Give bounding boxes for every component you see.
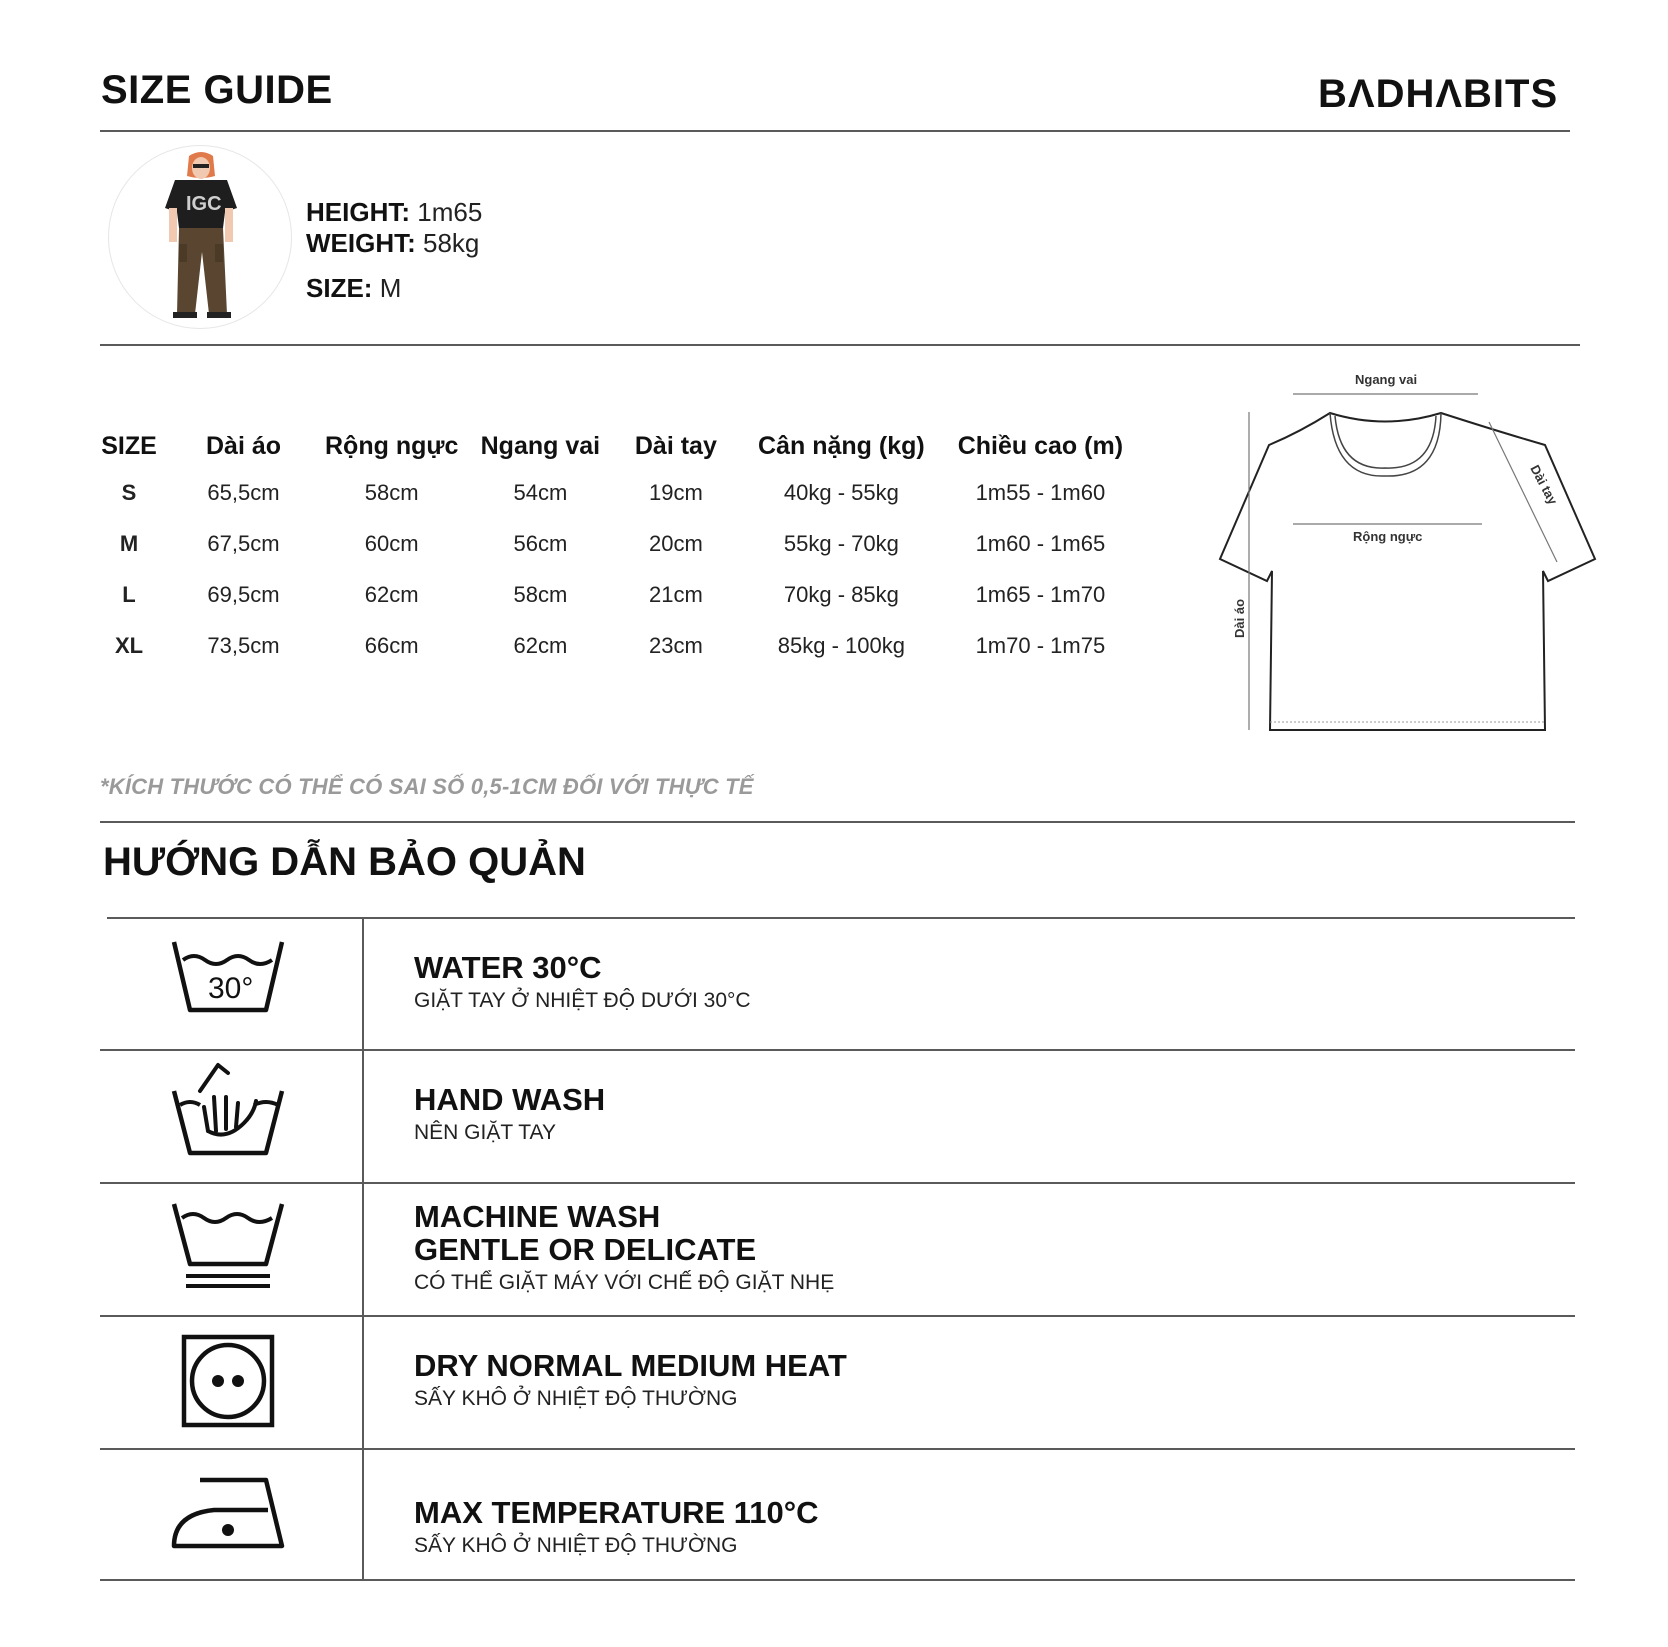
height-label: HEIGHT: <box>306 197 410 227</box>
care-item-text <box>414 1083 605 1146</box>
weight-value: 58kg <box>423 228 480 258</box>
care-item-heading: MAX TEMPERATURE 110°C <box>414 1495 819 1530</box>
cell-dai-tay: 20cm <box>648 530 703 556</box>
care-item-subtitle: NÊN GIẶT TAY <box>414 1121 556 1144</box>
table-row <box>96 620 1127 671</box>
cell-ngang-vai: 54cm <box>513 479 568 505</box>
care-item-dry-medium <box>100 1315 1575 1447</box>
care-item-subtitle: SẤY KHÔ Ở NHIỆT ĐỘ THƯỜNG <box>414 1534 738 1557</box>
care-item-subtitle: SẤY KHÔ Ở NHIỆT ĐỘ THƯỜNG <box>414 1387 738 1410</box>
svg-text:IGC: IGC <box>186 193 222 215</box>
care-item-text <box>414 1200 834 1296</box>
hand-wash-icon <box>170 1061 290 1161</box>
header-rong-nguc: Rộng ngực <box>325 431 459 460</box>
wash-30-label: 30° <box>208 972 254 1005</box>
care-item-text <box>414 1349 847 1412</box>
cell-dai-tay: 23cm <box>648 632 703 658</box>
diagram-label-dai-ao: Dài áo <box>1232 598 1247 638</box>
size-table <box>96 425 1127 671</box>
model-height <box>306 197 482 228</box>
cell-dai-ao: 65,5cm <box>207 479 280 505</box>
cell-size: S <box>121 479 137 505</box>
size-table-header <box>96 425 1127 467</box>
cell-size: M <box>119 530 139 556</box>
cell-can-nang: 85kg - 100kg <box>777 632 905 658</box>
header-chieu-cao: Chiều cao (m) <box>957 431 1124 460</box>
header-dai-ao: Dài áo <box>205 431 282 460</box>
cell-can-nang: 40kg - 55kg <box>783 479 899 505</box>
cell-ngang-vai: 62cm <box>513 632 568 658</box>
table-row <box>96 518 1127 569</box>
cell-chieu-cao: 1m70 - 1m75 <box>975 632 1106 658</box>
cell-rong-nguc: 58cm <box>364 479 419 505</box>
cell-dai-tay: 19cm <box>648 479 703 505</box>
cell-ngang-vai: 56cm <box>513 530 568 556</box>
care-bottom-divider <box>100 1579 1575 1581</box>
tshirt-outline <box>1220 413 1595 730</box>
care-item-text <box>414 1496 819 1559</box>
tshirt-measurement-diagram <box>1200 360 1600 760</box>
iron-low-icon <box>170 1470 290 1570</box>
wash-30-icon <box>170 932 290 1032</box>
table-row <box>96 569 1127 620</box>
brand-logo: BΛDHΛBITS <box>1318 72 1559 116</box>
table-row <box>96 467 1127 518</box>
note-divider <box>100 821 1575 823</box>
cell-size: XL <box>114 632 144 658</box>
cell-dai-ao: 67,5cm <box>207 530 280 556</box>
cell-can-nang: 70kg - 85kg <box>783 581 899 607</box>
size-value: M <box>379 273 402 303</box>
diagram-label-rong-nguc: Rộng ngực <box>1353 529 1423 544</box>
care-item-heading: WATER 30°C <box>414 950 602 985</box>
care-item-water-30 <box>100 917 1575 1049</box>
cell-rong-nguc: 66cm <box>364 632 419 658</box>
care-item-hand-wash <box>100 1049 1575 1181</box>
tumble-dry-medium-icon <box>170 1333 290 1433</box>
size-label: SIZE: <box>306 273 373 303</box>
cell-rong-nguc: 62cm <box>364 581 419 607</box>
header-size: SIZE <box>101 431 157 460</box>
cell-rong-nguc: 60cm <box>364 530 419 556</box>
header-dai-tay: Dài tay <box>634 431 717 460</box>
care-item-subtitle: GIẶT TAY Ở NHIỆT ĐỘ DƯỚI 30°C <box>414 989 751 1012</box>
header-can-nang: Cân nặng (kg) <box>758 431 925 460</box>
diagram-label-dai-tay: Dài tay <box>1527 462 1561 508</box>
model-figure-image <box>109 146 292 329</box>
care-item-machine-wash <box>100 1182 1575 1314</box>
care-item-heading: DRY NORMAL MEDIUM HEAT <box>414 1348 847 1383</box>
page-title: SIZE GUIDE <box>101 68 333 112</box>
care-item-max-temp <box>100 1448 1575 1580</box>
care-item-heading: MACHINE WASH <box>414 1199 661 1234</box>
cell-dai-tay: 21cm <box>648 581 703 607</box>
cell-ngang-vai: 58cm <box>513 581 568 607</box>
care-item-heading: HAND WASH <box>414 1082 606 1117</box>
weight-label: WEIGHT: <box>306 228 416 258</box>
model-weight <box>306 228 479 259</box>
cell-dai-ao: 73,5cm <box>207 632 280 658</box>
header-ngang-vai: Ngang vai <box>480 431 601 460</box>
size-tolerance-note: *KÍCH THƯỚC CÓ THỂ CÓ SAI SỐ 0,5-1CM ĐỐI VỚI THỰC TẾ <box>100 774 754 799</box>
cell-can-nang: 55kg - 70kg <box>783 530 899 556</box>
header-divider <box>100 130 1570 132</box>
model-divider <box>100 344 1580 346</box>
cell-chieu-cao: 1m60 - 1m65 <box>975 530 1106 556</box>
model-size <box>306 273 401 304</box>
care-item-heading-line2: GENTLE OR DELICATE <box>414 1232 757 1267</box>
machine-wash-gentle-icon <box>170 1198 290 1298</box>
diagram-label-ngang-vai: Ngang vai <box>1355 372 1418 387</box>
height-value: 1m65 <box>417 197 483 227</box>
model-avatar <box>108 145 292 329</box>
cell-chieu-cao: 1m65 - 1m70 <box>975 581 1106 607</box>
cell-size: L <box>122 581 136 607</box>
cell-chieu-cao: 1m55 - 1m60 <box>975 479 1106 505</box>
care-item-text <box>414 951 751 1014</box>
care-item-subtitle: CÓ THỂ GIẶT MÁY VỚI CHẾ ĐỘ GIẶT NHẸ <box>414 1271 835 1294</box>
cell-dai-ao: 69,5cm <box>207 581 280 607</box>
care-section-title: HƯỚNG DẪN BẢO QUẢN <box>103 840 586 884</box>
